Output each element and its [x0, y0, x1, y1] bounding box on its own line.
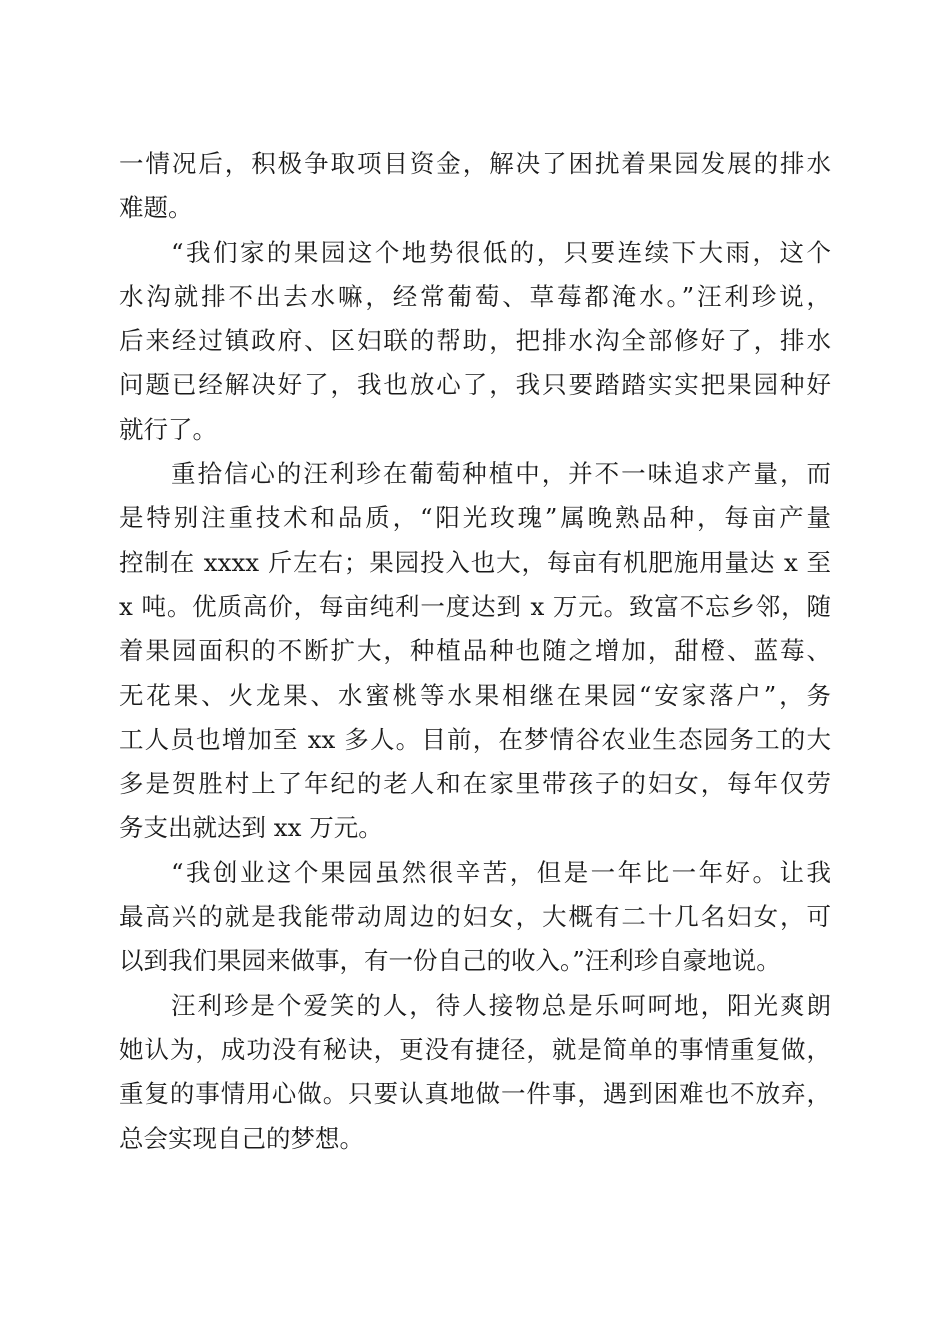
paragraph-line: 水沟就排不出去水嘛，经常葡萄、草莓都淹水。”汪利珍说，: [119, 281, 831, 311]
paragraph-line: 总会实现自己的梦想。: [119, 1123, 364, 1153]
paragraph-line: 是特别注重技术和品质，“阳光玫瑰”属晚熟品种，每亩产量: [119, 503, 831, 533]
paragraph-line: 后来经过镇政府、区妇联的帮助，把排水沟全部修好了，排水: [119, 326, 831, 356]
paragraph-line: 多是贺胜村上了年纪的老人和在家里带孩子的妇女，每年仅劳: [119, 769, 831, 799]
paragraph-line: “我们家的果园这个地势很低的，只要连续下大雨，这个: [171, 237, 831, 267]
body-text: [119, 142, 831, 1161]
paragraph-line: 就行了。: [119, 414, 217, 444]
paragraph-line: “我创业这个果园虽然很辛苦，但是一年比一年好。让我: [171, 857, 831, 887]
paragraph-line: 难题。: [119, 193, 193, 223]
paragraph-line: 务支出就达到 xx 万元。: [119, 813, 383, 843]
paragraph-line: 无花果、火龙果、水蜜桃等水果相继在果园“安家落户”，务: [119, 680, 831, 710]
paragraph-line: 她认为，成功没有秘诀，更没有捷径，就是简单的事情重复做，: [119, 1034, 831, 1064]
paragraph-line: 一情况后，积极争取项目资金，解决了困扰着果园发展的排水: [119, 149, 831, 178]
paragraph-line: x 吨。优质高价，每亩纯利一度达到 x 万元。致富不忘乡邻，随: [119, 591, 831, 621]
paragraph-line: 以到我们果园来做事，有一份自己的收入。”汪利珍自豪地说。: [119, 946, 781, 976]
paragraph-line: 控制在 xxxx 斤左右；果园投入也大，每亩有机肥施用量达 x 至: [119, 547, 831, 577]
paragraph-line: 汪利珍是个爱笑的人，待人接物总是乐呵呵地，阳光爽朗: [171, 990, 831, 1020]
paragraph-line: 最高兴的就是我能带动周边的妇女，大概有二十几名妇女，可: [119, 902, 831, 932]
paragraph-line: 重复的事情用心做。只要认真地做一件事，遇到困难也不放弃，: [119, 1079, 831, 1109]
paragraph-line: 着果园面积的不断扩大，种植品种也随之增加，甜橙、蓝莓、: [119, 636, 831, 666]
paragraph-line: 问题已经解决好了，我也放心了，我只要踏踏实实把果园种好: [119, 370, 831, 400]
paragraph-line: 重拾信心的汪利珍在葡萄种植中，并不一味追求产量，而: [171, 459, 831, 489]
paragraph-line: 工人员也增加至 xx 多人。目前，在梦情谷农业生态园务工的大: [119, 724, 831, 754]
